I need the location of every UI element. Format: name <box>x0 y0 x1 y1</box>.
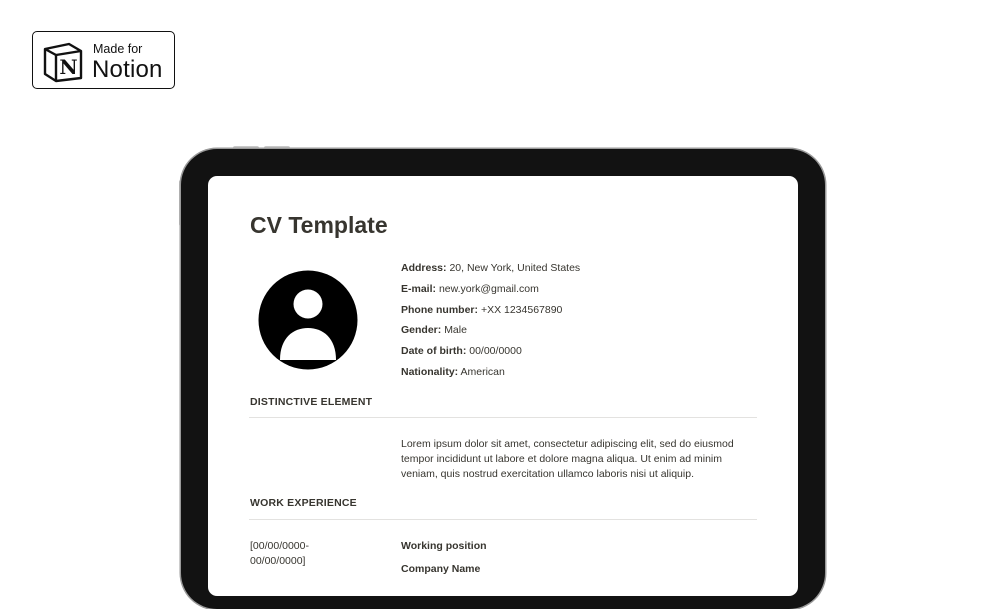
user-avatar-icon <box>258 270 358 370</box>
page-title: CV Template <box>250 212 388 238</box>
info-phone: Phone number: +XX 1234567890 <box>401 303 563 316</box>
work-dates: [00/00/0000- 00/00/0000] <box>250 540 309 567</box>
distinctive-element-text: Lorem ipsum dolor sit amet, consectetur adipiscing elit, sed do eiusmod tempor incididunt ut labore et dolore magna aliqua. Ut enim ad minim veniam, quis nostrud exercitation ullamco laboris nisi ut aliquip. <box>401 438 734 480</box>
personal-info-list <box>401 261 580 386</box>
badge-small-text: Made for <box>93 42 143 56</box>
notion-logo-icon <box>42 41 84 83</box>
job-position: Working position <box>401 540 487 552</box>
job-entry <box>401 539 487 577</box>
distinctive-element-heading: DISTINCTIVE ELEMENT <box>250 396 373 408</box>
info-gender: Gender: Male <box>401 324 467 337</box>
svg-text:N: N <box>59 55 78 79</box>
info-address: Address: 20, New York, United States <box>401 262 581 274</box>
info-nationality: Nationality: American <box>401 365 505 378</box>
section-divider <box>249 417 757 418</box>
tablet-screen <box>208 176 798 596</box>
badge-big-text: Notion <box>92 56 163 83</box>
info-birth-date: Date of birth: 00/00/0000 <box>401 345 522 358</box>
info-email: E-mail: new.york@gmail.com <box>401 282 539 295</box>
section-divider <box>249 519 757 520</box>
made-for-notion-badge[interactable] <box>32 31 175 89</box>
job-company: Company Name <box>401 563 481 575</box>
work-experience-heading: WORK EXPERIENCE <box>250 497 357 509</box>
